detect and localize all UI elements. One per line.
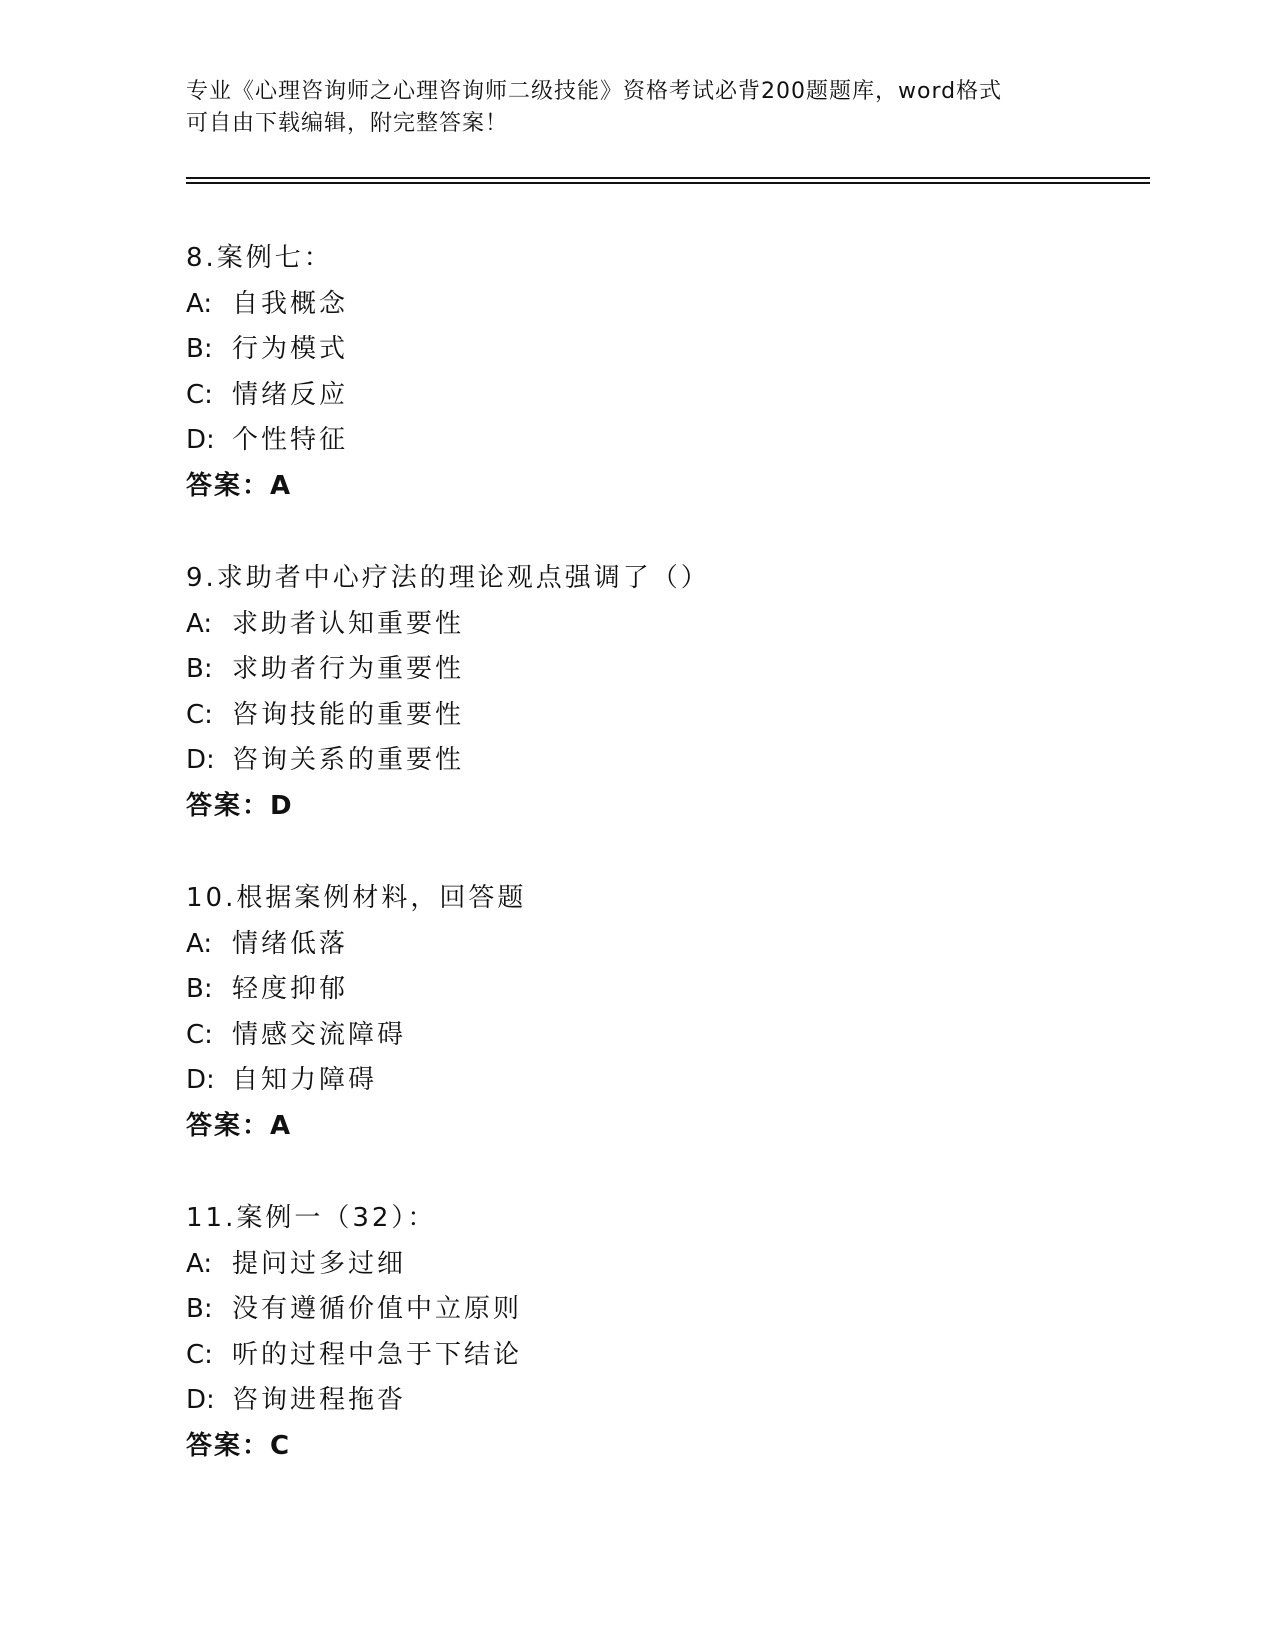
option-d	[186, 418, 1150, 464]
option-letter: C:	[186, 1019, 213, 1050]
option-text: 求助者认知重要性	[232, 608, 465, 639]
option-text: 情绪低落	[232, 928, 349, 959]
question-10	[186, 876, 1150, 1196]
option-letter: B:	[186, 334, 213, 364]
option-letter: D:	[186, 745, 215, 775]
header-divider-top	[186, 177, 1150, 179]
question-title: 10.根据案例材料，回答题	[186, 883, 527, 913]
option-text: 行为模式	[232, 334, 349, 364]
option-letter: A:	[186, 1248, 213, 1279]
option-text: 情绪反应	[232, 379, 349, 410]
option-text: 情感交流障碍	[232, 1019, 407, 1050]
header-line-1: 专业《心理咨询师之心理咨询师二级技能》资格考试必背200题题库，word格式	[186, 79, 1003, 104]
option-d	[186, 1058, 1150, 1104]
option-d	[186, 1378, 1150, 1424]
header-divider-bottom	[186, 182, 1150, 184]
question-9	[186, 556, 1150, 876]
option-text: 提问过多过细	[232, 1248, 407, 1279]
option-letter: D:	[186, 1385, 215, 1415]
question-title: 9.求助者中心疗法的理论观点强调了（）	[186, 563, 710, 593]
option-b	[186, 1287, 1150, 1333]
question-title: 11.案例一（32）：	[186, 1203, 437, 1233]
option-text: 自知力障碍	[232, 1065, 378, 1095]
option-c	[186, 1333, 1150, 1379]
option-b	[186, 327, 1150, 373]
answer-line: 答案：C	[186, 1430, 292, 1461]
option-letter: B:	[186, 654, 213, 684]
question-list	[186, 236, 1150, 1516]
option-letter: B:	[186, 1294, 213, 1324]
question-11	[186, 1196, 1150, 1516]
option-a	[186, 1242, 1150, 1288]
header-line-2: 可自由下载编辑，附完整答案！	[186, 111, 509, 136]
option-c	[186, 693, 1150, 739]
option-text: 轻度抑郁	[232, 974, 349, 1004]
answer-line: 答案：A	[186, 470, 293, 501]
option-letter: B:	[186, 974, 213, 1004]
answer-line: 答案：A	[186, 1110, 293, 1141]
option-c	[186, 1013, 1150, 1059]
option-letter: D:	[186, 1065, 215, 1095]
answer-line: 答案：D	[186, 790, 294, 821]
option-letter: A:	[186, 608, 213, 639]
option-text: 听的过程中急于下结论	[232, 1339, 523, 1370]
option-d	[186, 738, 1150, 784]
document-header	[186, 76, 1076, 140]
option-letter: C:	[186, 379, 213, 410]
option-text: 自我概念	[232, 288, 349, 319]
question-8	[186, 236, 1150, 556]
option-letter: A:	[186, 928, 213, 959]
option-c	[186, 373, 1150, 419]
option-a	[186, 282, 1150, 328]
option-a	[186, 602, 1150, 648]
option-letter: A:	[186, 288, 213, 319]
question-title: 8.案例七：	[186, 243, 333, 273]
option-letter: D:	[186, 425, 215, 455]
option-text: 咨询关系的重要性	[232, 745, 465, 775]
option-letter: C:	[186, 1339, 213, 1370]
option-text: 个性特征	[232, 425, 349, 455]
option-letter: C:	[186, 699, 213, 730]
option-b	[186, 967, 1150, 1013]
option-b	[186, 647, 1150, 693]
option-text: 求助者行为重要性	[232, 654, 465, 684]
option-text: 咨询技能的重要性	[232, 699, 465, 730]
option-text: 咨询进程拖沓	[232, 1385, 407, 1415]
option-text: 没有遵循价值中立原则	[232, 1294, 523, 1324]
option-a	[186, 922, 1150, 968]
